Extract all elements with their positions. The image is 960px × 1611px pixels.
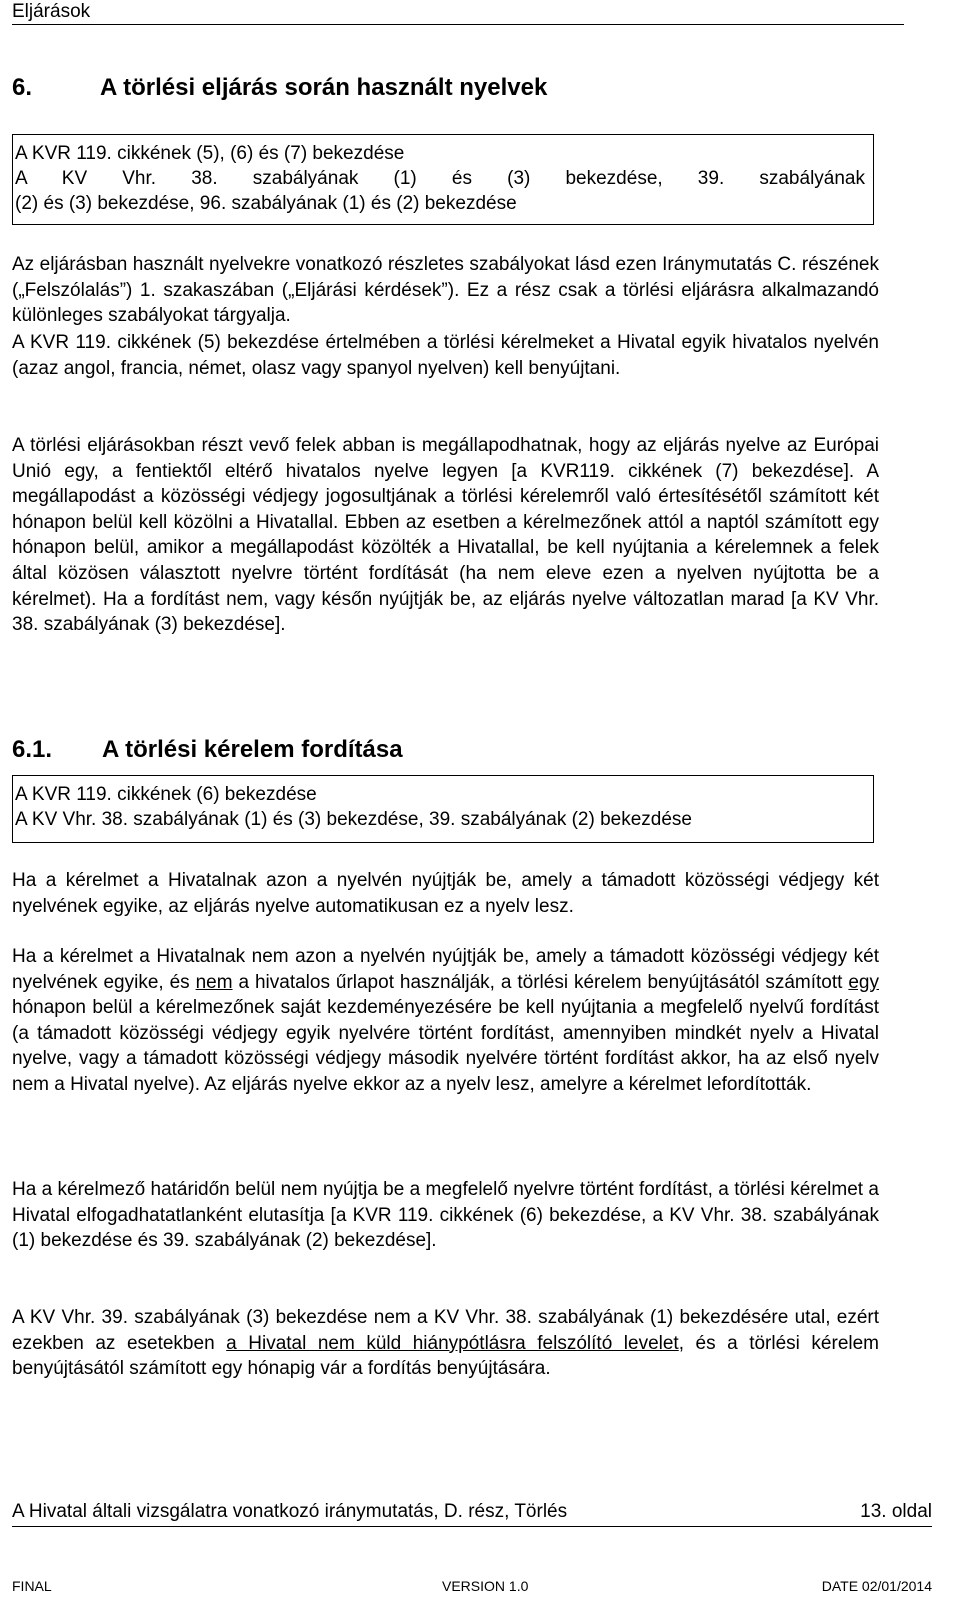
paragraph-translation-requirement [12,944,879,1098]
footer-status: FINAL [12,1578,52,1594]
legal-reference-box [12,134,874,225]
text-run: , és a törlési kérelem benyújtásától számított egy hónapig vár a fordítás benyújtására. [12,1332,879,1380]
text-run: a hivatalos űrlapot használják, a törlési kérelem benyújtásától számított [232,971,849,993]
footer-page-number: 13. oldal [860,1501,932,1522]
paragraph-automatic-language: Ha a kérelmet a Hivatalnak azon a nyelvén nyújtják be, amely a támadott közösségi védjegy két nyelvének egyike, az eljárás nyelve automatikusan ez a nyelv lesz. [12,870,879,917]
legal-reference-line: A KV Vhr. 38. szabályának (1) és (3) bekezdése, 39. szabályának [15,168,865,189]
legal-reference-line: A KVR 119. cikkének (6) bekezdése [15,784,317,805]
header-divider [12,24,904,25]
footer-date: DATE 02/01/2014 [821,1578,932,1594]
subsection-title: A törlési kérelem fordítása [102,736,403,763]
footer-divider [12,1526,932,1527]
footer-document-title: A Hivatal általi vizsgálatra vonatkozó iránymutatás, D. rész, Törlés [12,1501,568,1522]
legal-reference-line: (2) és (3) bekezdése, 96. szabályának (1) és (2) bekezdése [15,193,517,214]
legal-reference-box-translation [12,775,874,843]
running-header-title: Eljárások [12,1,91,22]
paragraph-no-deficiency-letter [12,1305,879,1382]
text-run: Ha a kérelmet a Hivatalnak nem azon a nyelvén nyújtják be, amely a támadott közösségi védjegy két nyelvének egyike, és [12,946,879,993]
subsection-heading [12,734,403,766]
section-number: 6. [12,74,33,101]
text-run: A KV Vhr. 39. szabályának (3) bekezdése nem a KV Vhr. 38. szabályának (1) bekezdésére utal, ezért ezekben az esetekben [12,1307,879,1354]
legal-reference-line: A KV Vhr. 38. szabályának (1) és (3) bekezdése, 39. szabályának (2) bekezdése [15,809,692,830]
underlined-text: a Hivatal nem küld hiánypótlásra felszólító levelet [226,1332,679,1354]
legal-reference-line: A KVR 119. cikkének (5), (6) és (7) bekezdése [15,143,405,164]
paragraph-languages-reference: Az eljárásban használt nyelvekre vonatkozó részletes szabályokat lásd ezen Iránymutatás C. részének („Felszólalás”) 1. szakaszában („Eljárási kérdések”). Ez a rész csak a törlési eljárásra alkalmazandó különleges szabályokat tárgyalja. [12,254,879,327]
footer-version: VERSION 1.0 [442,1578,529,1594]
underlined-text: nem [195,971,233,993]
paragraph-inadmissible: Ha a kérelmező határidőn belül nem nyújtja be a megfelelő nyelvre történt fordítást, a törlési kérelmet a Hivatal elfogadhatatlanként elutasítja [a KVR 119. cikkének (6) bekezdése, a KV Vhr. 38. szabályának (1) bekezdése és 39. szabályának (2) bekezdése]. [12,1179,879,1252]
paragraph-language-agreement: A törlési eljárásokban részt vevő felek abban is megállapodhatnak, hogy az eljárás nyelve az Európai Unió egy, a fentiektől eltérő hivatalos nyelve legyen [a KVR119. cikkének (7) bekezdése]. A megállapodást a közösségi védjegy jogosultjának a törlési kérelemről való értesítésétől számított két hónapon belül kell közölni a Hivatallal. Ebben az esetben a kérelmezőnek attól a naptól számított egy hónapon belül, amikor a megállapodást közölték a Hivatallal, be kell nyújtania a kérelemnek a felek által közösen választott nyelvre történt fordítását (ha nem eleve ezen a nyelven nyújtotta be a kérelmet). Ha a fordítást nem, vagy későn nyújtják be, az eljárás nyelve változatlan marad [a KV Vhr. 38. szabályának (3) bekezdése]. [12,435,879,636]
section-title: A törlési eljárás során használt nyelvek [100,74,548,101]
text-run: hónapon belül a kérelmezőnek saját kezdeményezésére be kell nyújtania a megfelelő nyelvű fordítást (a támadott közösségi védjegy egyik nyelvére történt fordítást, amennyiben mindkét nyelv a Hivatal nyelve, vagy a támadott közösségi védjegy második nyelvére történt fordítást akkor, ha az első nyelv nem a Hivatal nyelve). Az eljárás nyelve ekkor az a nyelv lesz, amelyre a kérelmet lefordították. [12,997,879,1095]
underlined-text: egy [848,971,879,993]
subsection-number: 6.1. [12,736,53,763]
section-heading [12,72,547,104]
paragraph-filing-language: A KVR 119. cikkének (5) bekezdése értelmében a törlési kérelmeket a Hivatal egyik hivatalos nyelvén (azaz angol, francia, német, olasz vagy spanyol nyelven) kell benyújtani. [12,332,879,379]
